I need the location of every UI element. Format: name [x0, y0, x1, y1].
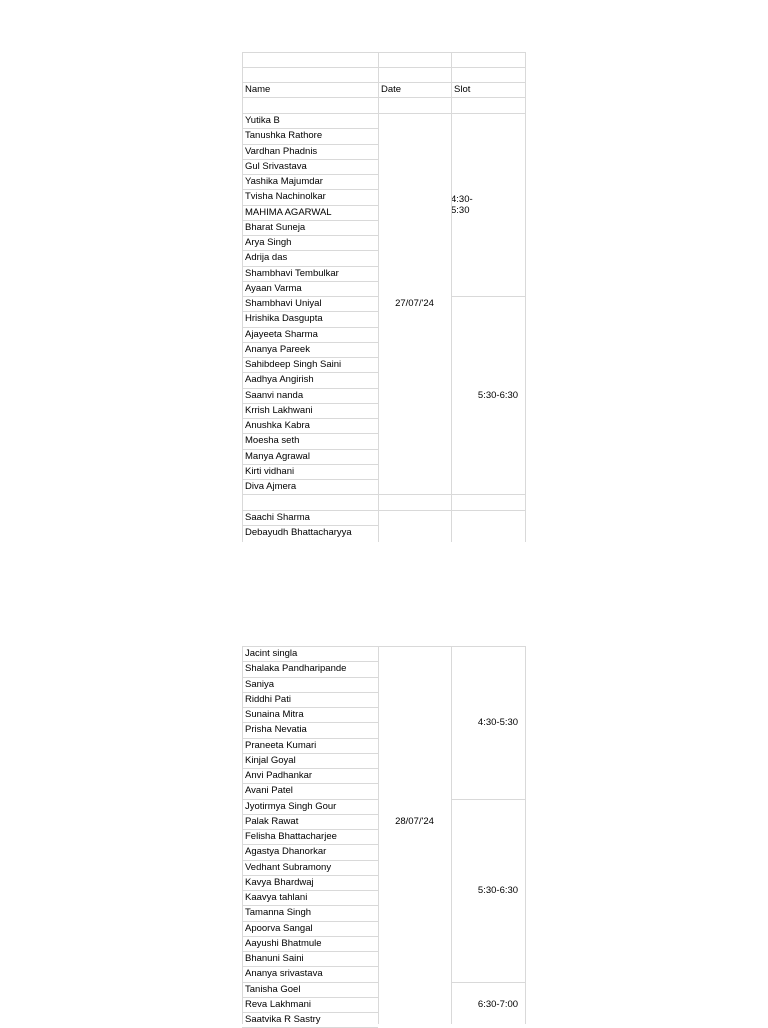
grid-line: [242, 52, 243, 542]
name-cell: Gul Srivastava: [245, 160, 307, 172]
name-cell: Tanushka Rathore: [245, 130, 323, 142]
grid-line: [242, 52, 525, 53]
name-cell: Kavya Bhardwaj: [245, 876, 314, 888]
name-cell: Anushka Kabra: [245, 420, 310, 431]
name-cell: Yutika B: [245, 115, 280, 126]
name-cell: Shalaka Pandharipande: [245, 663, 347, 675]
name-cell: Reva Lakhmani: [245, 998, 312, 1010]
name-cell: Praneeta Kumari: [245, 739, 317, 751]
name-cell: Kaavya tahlani: [245, 892, 308, 903]
name-cell: Sahibdeep Singh Saini: [245, 359, 342, 370]
name-cell: Hrishika Dasgupta: [245, 313, 323, 325]
name-cell: Jacint singla: [245, 648, 298, 659]
name-cell: Anvi Padhankar: [245, 770, 313, 781]
grid-line: [378, 646, 379, 1024]
name-cell: Saachi Sharma: [245, 511, 310, 523]
name-cell: Saniya: [245, 678, 275, 690]
name-cell: Kirti vidhani: [245, 465, 295, 477]
name-cell: Tanisha Goel: [245, 983, 301, 995]
slot-cell: 5:30-6:30: [477, 389, 519, 401]
name-cell: Debayudh Bhattacharyya: [245, 526, 352, 538]
name-cell: MAHIMA AGARWAL: [245, 206, 332, 218]
name-cell: Ajayeeta Sharma: [245, 328, 318, 340]
name-cell: Bharat Suneja: [245, 221, 306, 233]
slot-cell: 5:30-6:30: [477, 884, 519, 896]
name-cell: Saanvi nanda: [245, 389, 304, 401]
name-cell: Palak Rawat: [245, 815, 299, 827]
grid-line: [451, 646, 452, 1024]
name-cell: Bhanuni Saini: [245, 953, 304, 964]
name-cell: Ananya srivastava: [245, 968, 323, 980]
name-cell: Saatvika R Sastry: [245, 1014, 321, 1025]
slot-cell: 4:30-5:30: [451, 193, 473, 216]
name-cell: Ananya Pareek: [245, 343, 310, 355]
name-cell: Diva Ajmera: [245, 481, 297, 492]
date-cell: 27/07/'24: [395, 298, 434, 310]
schedule-sheet-28-07: [242, 646, 525, 1024]
name-cell: Aadhya Angirish: [245, 374, 314, 386]
name-cell: Prisha Nevatia: [245, 724, 307, 736]
grid-line: [242, 97, 525, 98]
name-cell: Shambhavi Tembulkar: [245, 267, 339, 279]
name-cell: Avani Patel: [245, 785, 293, 797]
name-cell: Manya Agrawal: [245, 450, 310, 462]
name-cell: Agastya Dhanorkar: [245, 846, 327, 858]
name-cell: Apoorva Sangal: [245, 922, 313, 934]
name-cell: Felisha Bhattacharjee: [245, 831, 337, 842]
name-cell: Sunaina Mitra: [245, 709, 304, 720]
grid-line: [242, 67, 525, 68]
name-cell: Tvisha Nachinolkar: [245, 191, 326, 203]
name-cell: Vardhan Phadnis: [245, 145, 318, 157]
name-cell: Aayushi Bhatmule: [245, 937, 322, 949]
name-cell: Shambhavi Uniyal: [245, 298, 322, 309]
grid-line: [242, 646, 243, 1024]
name-cell: Krrish Lakhwani: [245, 404, 313, 416]
name-cell: Riddhi Pati: [245, 693, 291, 705]
name-cell: Adrija das: [245, 252, 288, 264]
name-cell: Yashika Majumdar: [245, 176, 323, 187]
name-cell: Moesha seth: [245, 435, 300, 447]
slot-cell: 4:30-5:30: [477, 716, 519, 728]
name-cell: Arya Singh: [245, 237, 292, 248]
name-cell: Ayaan Varma: [245, 282, 302, 294]
slot-cell: 6:30-7:00: [477, 998, 519, 1010]
column-header-name: Name: [245, 84, 271, 95]
date-cell: 28/07/'24: [395, 815, 434, 827]
grid-line: [525, 646, 526, 1024]
grid-line: [378, 52, 379, 542]
name-cell: Tamanna Singh: [245, 907, 312, 919]
name-cell: Vedhant Subramony: [245, 861, 332, 873]
schedule-sheet-27-07: [242, 52, 525, 542]
grid-line: [451, 52, 452, 542]
name-cell: Kinjal Goyal: [245, 754, 296, 766]
column-header-date: Date: [381, 84, 402, 95]
column-header-slot: Slot: [454, 84, 471, 95]
grid-line: [242, 494, 525, 495]
name-cell: Jyotirmya Singh Gour: [245, 800, 337, 812]
grid-line: [525, 52, 526, 542]
